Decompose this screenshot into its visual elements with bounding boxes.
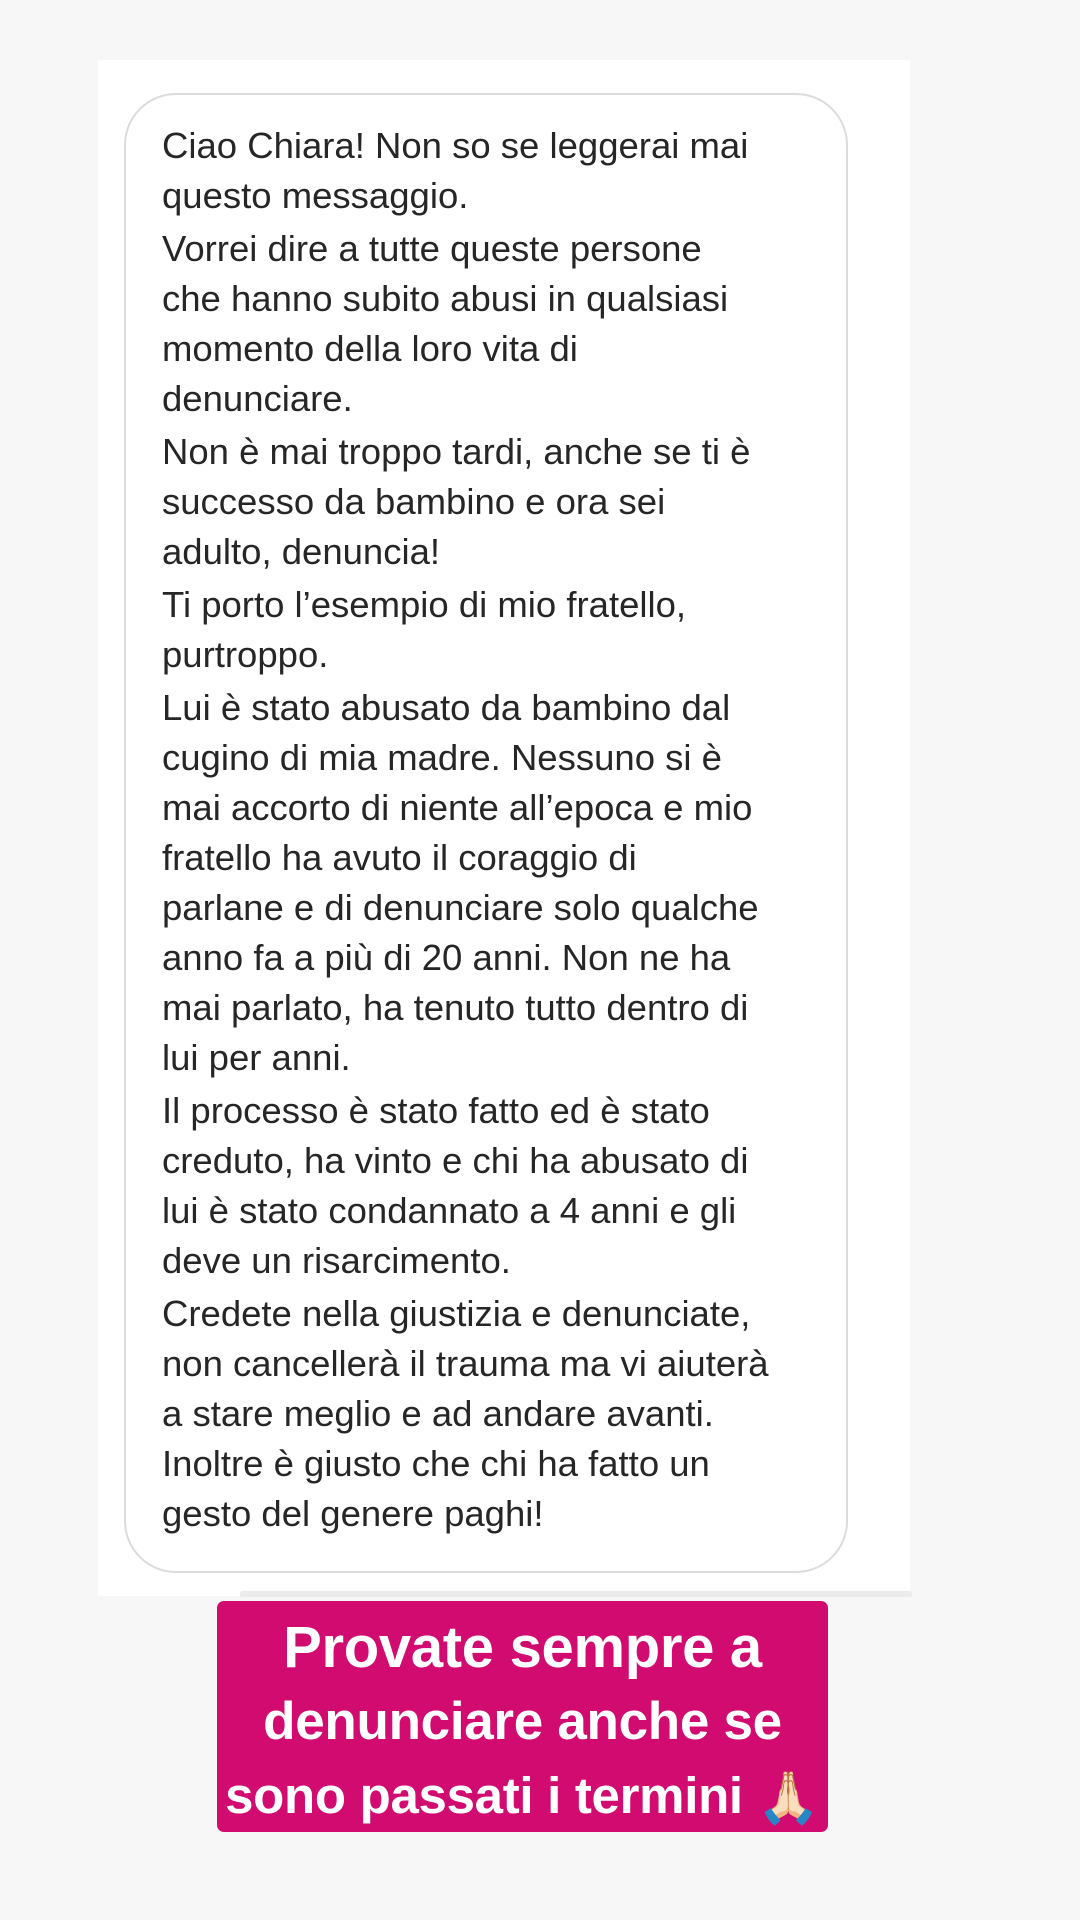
message-paragraph-5: Lui è stato abusato da bambino dal cugino di mia madre. Nessuno si è mai accorto di niente all’epoca e mio fratello ha avuto il coraggio di parlane e di denunciare solo qualche anno fa a più di 20 anni. Non ne ha mai parlato, ha tenuto tutto dentro di lui per anni. (162, 687, 759, 1078)
message-paragraph-7: Credete nella giustizia e denunciate, non cancellerà il trauma ma vi aiuterà a stare meglio e ad andare avanti. Inoltre è giusto che chi ha fatto un gesto del genere paghi! (162, 1293, 769, 1534)
card-edge (240, 1591, 912, 1597)
message-paragraph-3: Non è mai troppo tardi, anche se ti è successo da bambino e ora sei adulto, denuncia! (162, 431, 751, 572)
praying-hands-icon: 🙏🏻 (756, 1769, 820, 1826)
caption-line-1: Provate sempre a (283, 1615, 762, 1680)
caption-line-3-text: sono passati i termini (225, 1767, 743, 1824)
caption-line-2: denunciare anche se (263, 1692, 782, 1751)
caption-line-3 (217, 1759, 828, 1835)
message-paragraph-4: Ti porto l’esempio di mio fratello, purtroppo. (162, 584, 687, 675)
message-bubble (124, 93, 848, 1573)
caption-sticker[interactable] (217, 1601, 828, 1832)
message-paragraph-6: Il processo è stato fatto ed è stato creduto, ha vinto e chi ha abusato di lui è stato condannato a 4 anni e gli deve un risarcimento. (162, 1090, 749, 1281)
message-paragraph-2: Vorrei dire a tutte queste persone che hanno subito abusi in qualsiasi momento della loro vita di denunciare. (162, 228, 729, 419)
message-paragraph-1: Ciao Chiara! Non so se leggerai mai questo messaggio. (162, 125, 749, 216)
